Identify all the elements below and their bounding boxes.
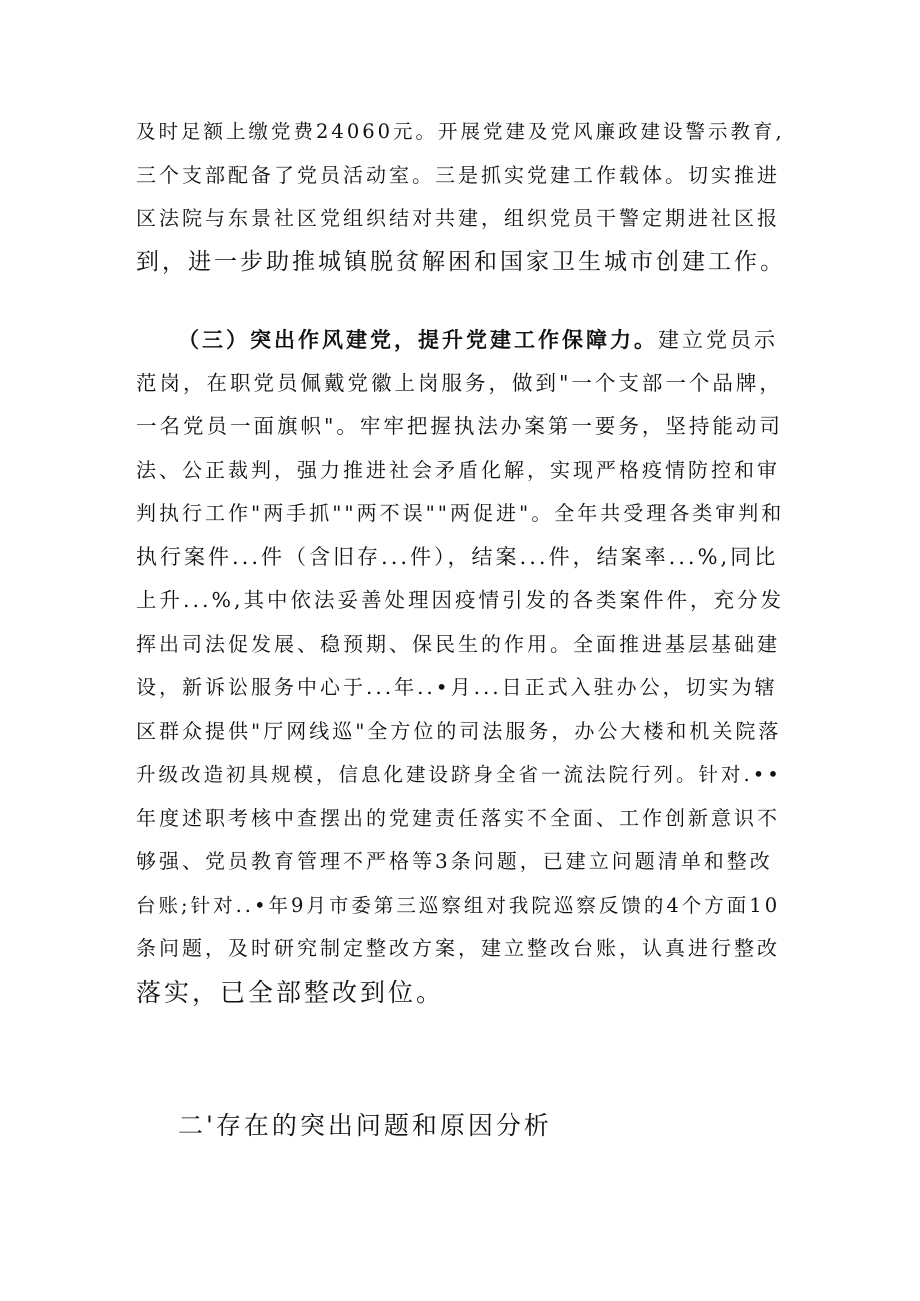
text-line: 台账;针对..•年9月市委第三巡察组对我院巡察反馈的4个方面10 (136, 893, 781, 917)
paragraph-work-style (136, 318, 786, 1014)
section-heading: 二'存在的突出问题和原因分析 (178, 1111, 552, 1140)
text-line: 上升...%,其中依法妥善处理因疫情引发的各类案件件，充分发 (136, 588, 785, 612)
text-line: 够强、党员教育管理不严格等3条问题，已建立问题清单和整改 (136, 849, 773, 873)
text-line: 范岗，在职党员佩戴党徽上岗服务，做到"一个支部一个品牌， (136, 370, 783, 395)
text-line: 判执行工作"两手抓""两不误""两促进"。全年共受理各类审判和 (136, 501, 785, 525)
text-line: 落实，已全部整改到位。 (136, 977, 445, 1007)
text-line-first (136, 318, 786, 362)
text-line: 法、公正裁判，强力推进社会矛盾化解，实现严格疫情防控和审 (136, 457, 780, 482)
text-line: 执行案件...件（含旧存...件），结案...件，结案率...%,同比 (136, 544, 779, 569)
text-fragment: 建立党员示 (658, 328, 778, 352)
text-line: 三个支部配备了党员活动室。三是抓实党建工作载体。切实推进 (136, 162, 780, 187)
text-line: 年度述职考核中查摆出的党建责任落实不全面、工作创新意识不 (136, 805, 780, 830)
text-line: 设，新诉讼服务中心于...年..•月...日正式入驻办公，切实为辖 (136, 675, 778, 699)
text-line: 升级改造初具规模，信息化建设跻身全省一流法院行列。针对.•• (136, 763, 782, 786)
subsection-heading: （三）突出作风建党，提升党建工作保障力。 (178, 327, 658, 352)
paragraph-party-fees (136, 110, 786, 284)
text-line: 条问题，及时研究制定整改方案，建立整改台账，认真进行整改 (136, 936, 780, 960)
text-line: 区群众提供"厅网线巡"全方位的司法服务，办公大楼和机关院落 (136, 718, 782, 743)
text-line: 及时足额上缴党费24060元。开展党建及党风廉政建设警示教育, (136, 120, 785, 143)
text-line: 一名党员一面旗帜"。牢牢把握执法办案第一要务，坚持能动司 (136, 414, 783, 438)
text-line: 到，进一步助推城镇脱贫解困和国家卫生城市创建工作。 (136, 248, 786, 275)
text-line: 区法院与东景社区党组织结对共建，组织党员干警定期进社区报 (136, 206, 780, 230)
text-line: 挥出司法促发展、稳预期、保民生的作用。全面推进基层基础建 (136, 631, 780, 656)
